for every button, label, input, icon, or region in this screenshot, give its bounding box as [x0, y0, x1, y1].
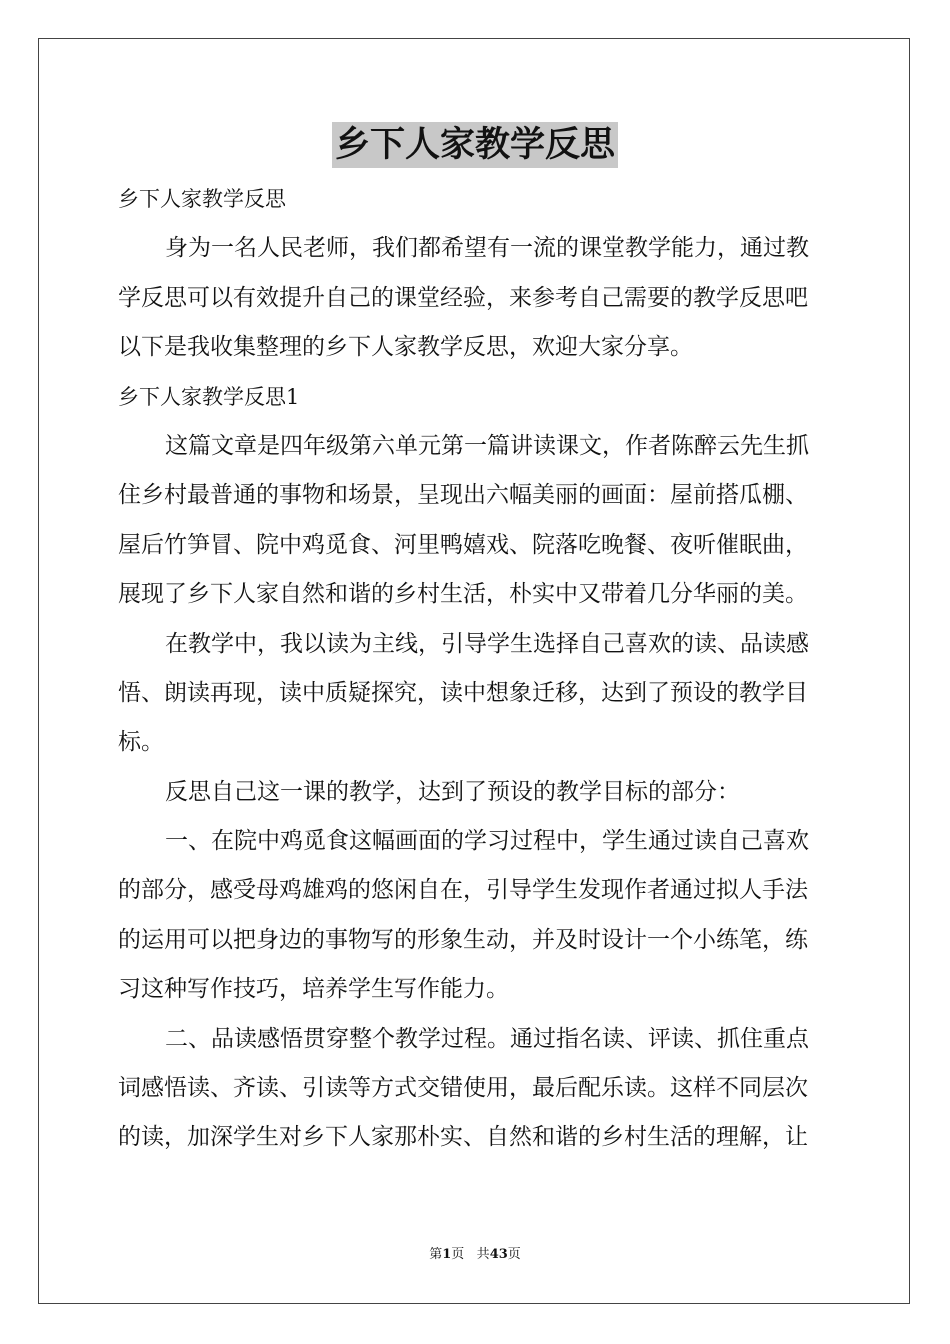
paragraph-line: 展现了乡下人家自然和谐的乡村生活，朴实中又带着几分华丽的美。 — [118, 581, 808, 608]
paragraph-line: 标。 — [118, 729, 164, 756]
document-title: 乡下人家教学反思 — [332, 122, 618, 168]
paragraph-line: 屋后竹笋冒、院中鸡觅食、河里鸭嬉戏、院落吃晚餐、夜听催眠曲， — [118, 531, 808, 558]
paragraph-line: 这篇文章是四年级第六单元第一篇讲读课文，作者陈醉云先生抓 — [165, 432, 809, 459]
paragraph-line: 词感悟读、齐读、引读等方式交错使用，最后配乐读。这样不同层次 — [118, 1075, 808, 1102]
paragraph-line: 习这种写作技巧，培养学生写作能力。 — [118, 976, 509, 1003]
paragraph-line: 住乡村最普通的事物和场景，呈现出六幅美丽的画面：屋前搭瓜棚、 — [118, 482, 808, 509]
page-number: 1 — [442, 1247, 452, 1262]
section-heading: 乡下人家教学反思1 — [118, 384, 300, 409]
total-suffix: 页 — [507, 1247, 521, 1262]
paragraph-line: 的部分，感受母鸡雄鸡的悠闲自在，引导学生发现作者通过拟人手法 — [118, 877, 808, 904]
title-block — [0, 122, 950, 168]
paragraph-line: 学反思可以有效提升自己的课堂经验，来参考自己需要的教学反思吧 — [118, 284, 808, 311]
page-prefix: 第 — [429, 1247, 443, 1262]
page-suffix: 页 — [451, 1247, 465, 1262]
paragraph-line: 一、在院中鸡觅食这幅画面的学习过程中，学生通过读自己喜欢 — [165, 828, 809, 855]
total-pages: 43 — [489, 1247, 508, 1262]
paragraph-line: 的读，加深学生对乡下人家那朴实、自然和谐的乡村生活的理解，让 — [118, 1124, 808, 1151]
paragraph-line: 的运用可以把身边的事物写的形象生动，并及时设计一个小练笔，练 — [118, 926, 808, 953]
paragraph-line: 以下是我收集整理的乡下人家教学反思，欢迎大家分享。 — [118, 334, 693, 361]
section-heading: 乡下人家教学反思 — [118, 187, 286, 211]
total-prefix: 共 — [476, 1247, 490, 1262]
paragraph-line: 反思自己这一课的教学，达到了预设的教学目标的部分： — [165, 778, 740, 805]
paragraph-line: 身为一名人民老师，我们都希望有一流的课堂教学能力，通过教 — [165, 235, 809, 262]
paragraph-line: 在教学中，我以读为主线，引导学生选择自己喜欢的读、品读感 — [165, 630, 809, 657]
page-footer — [0, 1245, 950, 1265]
document-body — [118, 175, 834, 1163]
paragraph-line: 悟、朗读再现，读中质疑探究，读中想象迁移，达到了预设的教学目 — [118, 679, 808, 706]
paragraph-line: 二、品读感悟贯穿整个教学过程。通过指名读、评读、抓住重点 — [165, 1025, 809, 1052]
